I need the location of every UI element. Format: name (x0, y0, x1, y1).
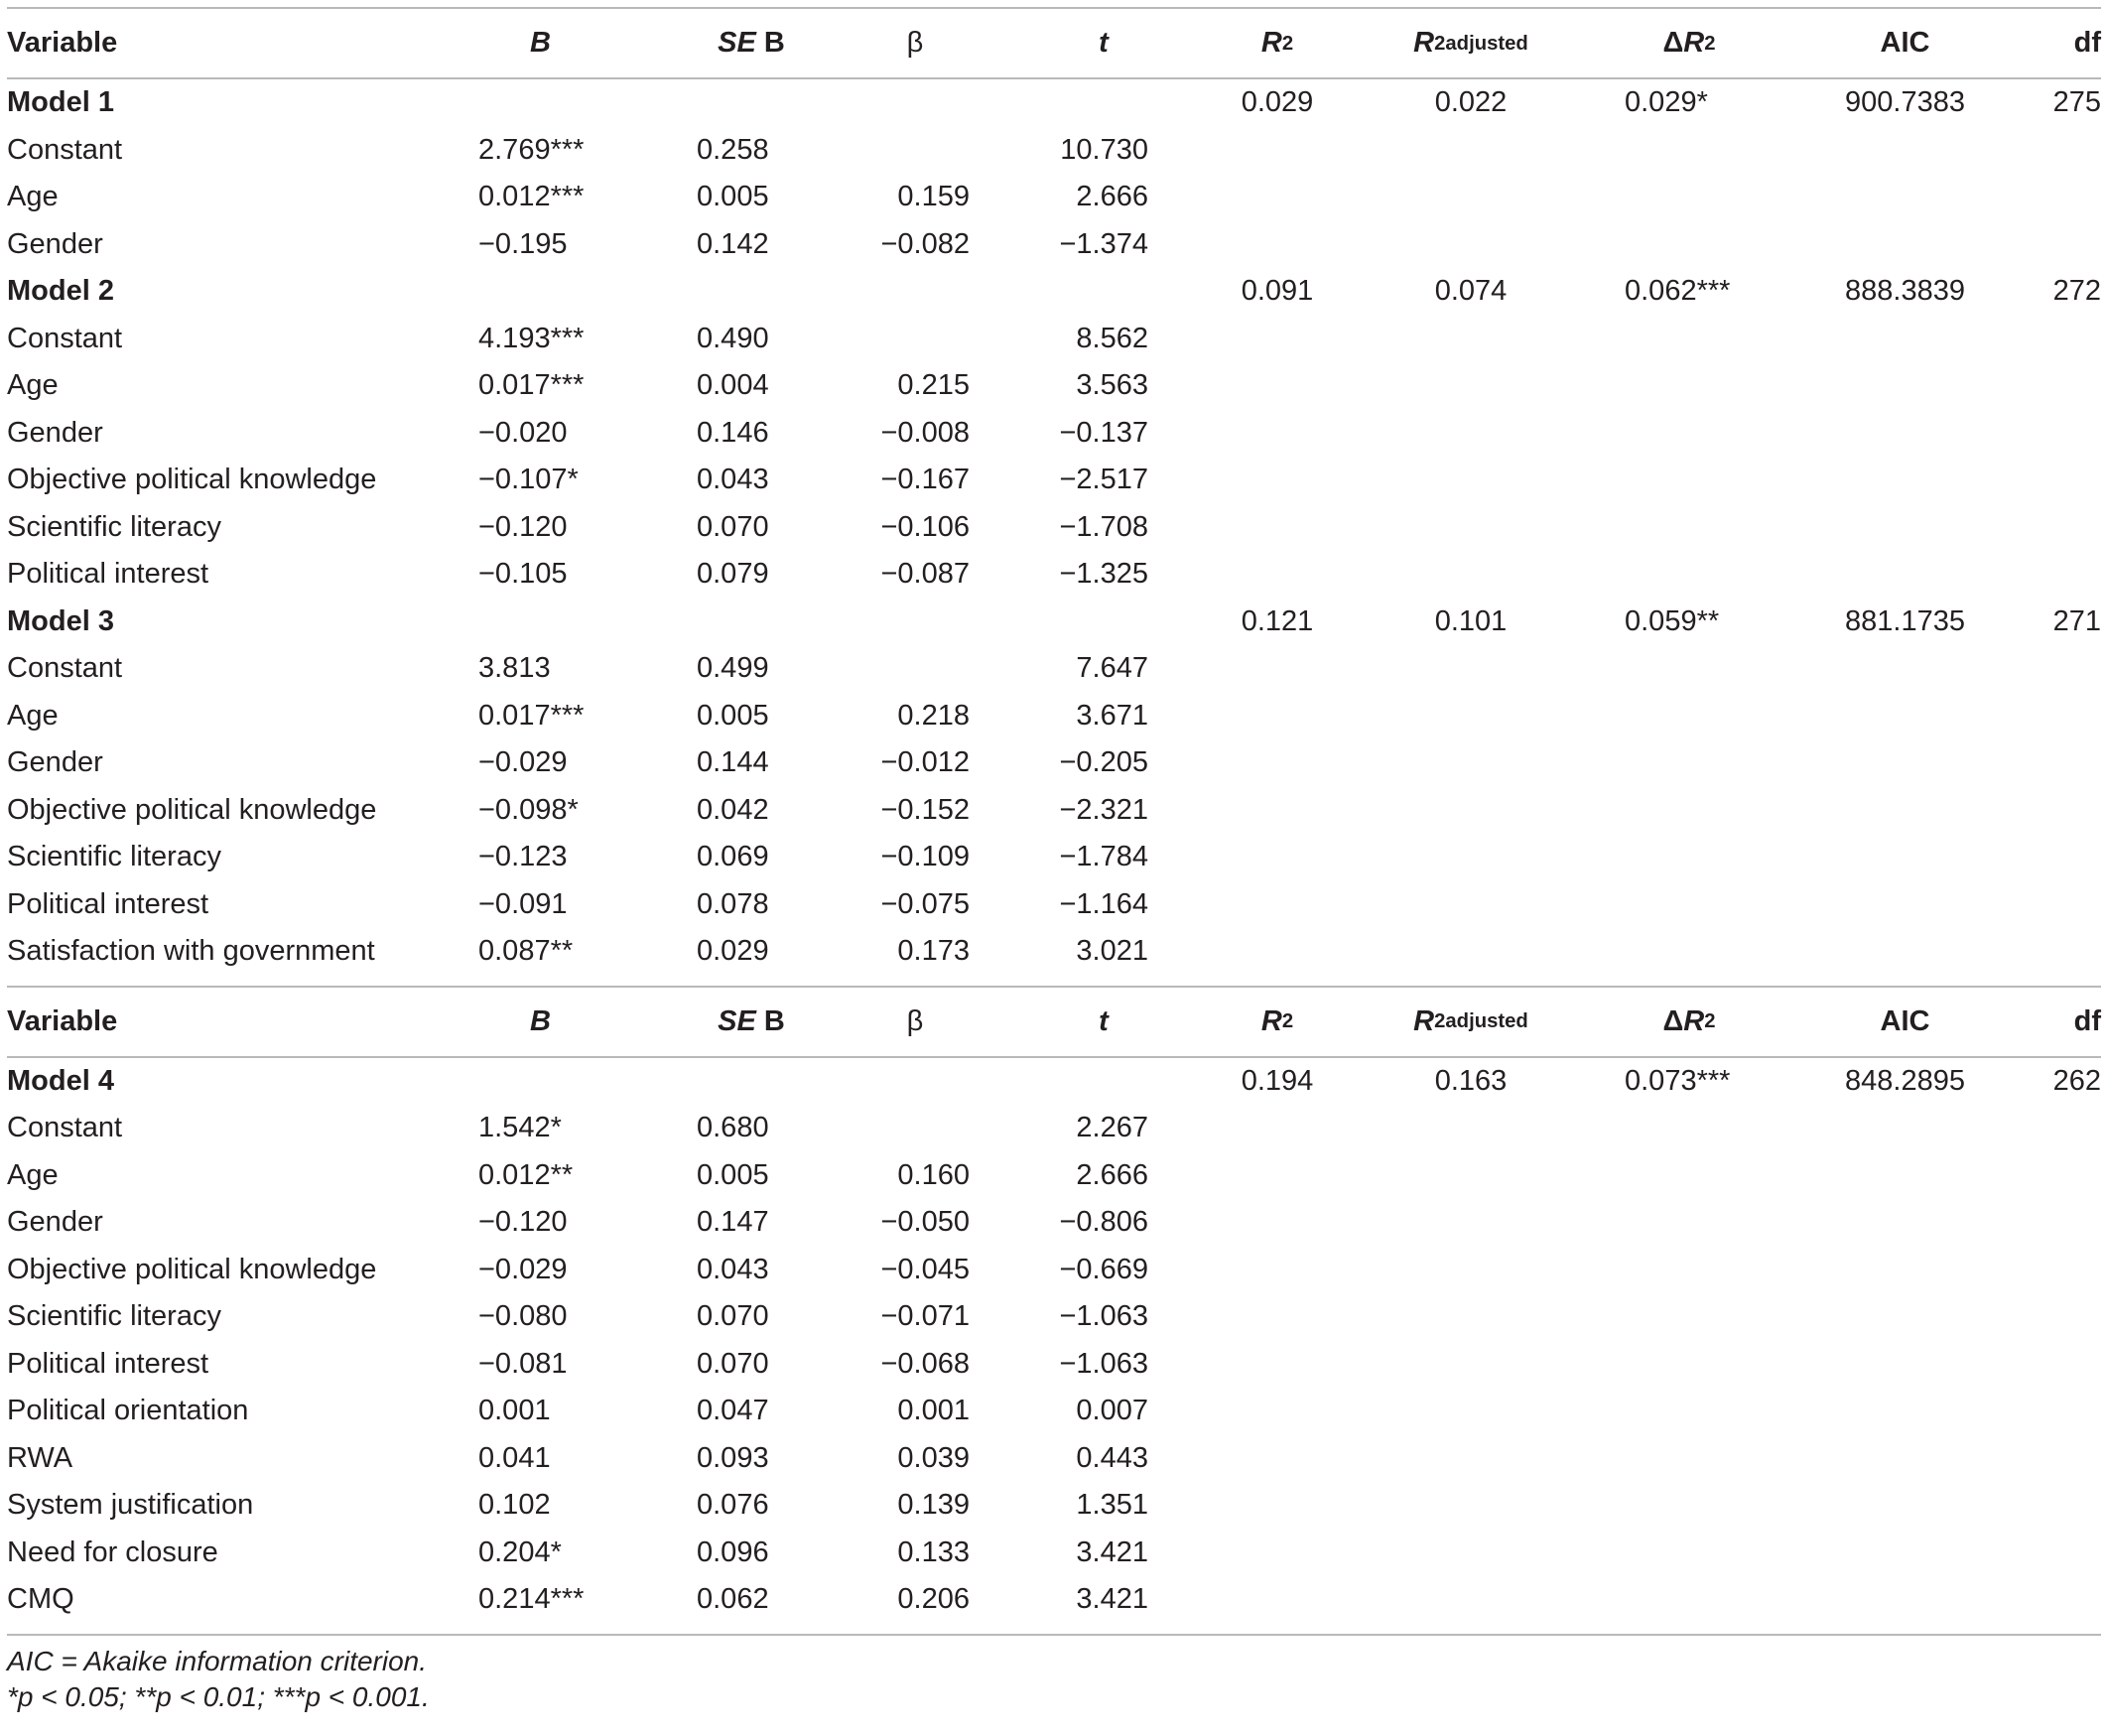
beta-value (860, 316, 970, 363)
b-value: −0.105 (478, 558, 568, 591)
delta-r2-value: 0.062*** (1625, 275, 1731, 308)
variable-name: Age (7, 181, 59, 213)
beta-value: −0.045 (880, 1253, 970, 1285)
table-row (7, 1482, 2101, 1530)
se-b-value: 0.005 (697, 699, 769, 732)
table-row (7, 928, 2101, 976)
variable-name: Constant (7, 133, 123, 166)
table-row (7, 410, 2101, 458)
se-b-value: 0.070 (697, 510, 769, 543)
variable-name: Political interest (7, 558, 209, 591)
footnote-aic: AIC = Akaike information criterion. (7, 1645, 428, 1676)
header-beta: β (906, 1004, 924, 1037)
t-value: 7.647 (1076, 652, 1148, 685)
beta-value: 0.133 (897, 1536, 970, 1568)
header-variable: Variable (7, 1004, 118, 1037)
se-b-value: 0.258 (697, 133, 769, 166)
table-row (7, 739, 2101, 787)
b-value: −0.091 (478, 887, 568, 920)
delta-r2-value: 0.059** (1625, 604, 1720, 637)
b-value: 2.769*** (478, 133, 585, 166)
b-value: 0.214*** (478, 1583, 585, 1616)
variable-name: Political interest (7, 887, 209, 920)
variable-name: Age (7, 369, 59, 402)
variable-name: Need for closure (7, 1536, 218, 1568)
table-row (7, 1152, 2101, 1200)
b-value: −0.107* (478, 464, 579, 496)
table-row (7, 1435, 2101, 1483)
b-value: 0.017*** (478, 699, 585, 732)
variable-name: Constant (7, 1112, 123, 1144)
b-value: −0.123 (478, 841, 568, 873)
se-b-value: 0.147 (697, 1206, 769, 1239)
table-row (7, 362, 2101, 410)
header-r2: R 2 (1260, 27, 1294, 59)
t-value: −1.164 (1059, 887, 1148, 920)
t-value: 2.666 (1076, 1158, 1148, 1191)
b-value: −0.080 (478, 1300, 568, 1333)
r2-adjusted-value: 0.022 (1434, 86, 1508, 119)
table-row (7, 174, 2101, 221)
t-value: −2.321 (1059, 793, 1148, 826)
t-value: −1.708 (1059, 510, 1148, 543)
variable-name: Objective political knowledge (7, 793, 377, 826)
se-b-value: 0.499 (697, 652, 769, 685)
t-value: −1.325 (1059, 558, 1148, 591)
header-delta-r2: Δ R 2 (1662, 27, 1716, 59)
r2-adjusted-value: 0.101 (1434, 604, 1508, 637)
model-row (7, 1058, 2101, 1106)
se-b-value: 0.144 (697, 746, 769, 779)
beta-value: 0.215 (897, 369, 970, 402)
variable-name: Gender (7, 416, 103, 449)
beta-value: 0.001 (897, 1395, 970, 1427)
header-r2-adjusted: R 2 adjusted (1413, 27, 1528, 59)
se-b-value: 0.004 (697, 369, 769, 402)
b-value: 0.102 (478, 1489, 551, 1522)
variable-name: Constant (7, 652, 123, 685)
header-aic: AIC (1880, 27, 1930, 59)
header-se-b: SE B (718, 27, 785, 59)
se-b-value: 0.096 (697, 1536, 769, 1568)
t-value: 2.267 (1076, 1112, 1148, 1144)
se-b-value: 0.005 (697, 1158, 769, 1191)
se-b-value: 0.005 (697, 181, 769, 213)
variable-name: CMQ (7, 1583, 74, 1616)
table-row (7, 1388, 2101, 1435)
se-b-value: 0.146 (697, 416, 769, 449)
t-value: 3.021 (1076, 935, 1148, 968)
table-row (7, 551, 2101, 599)
header-t: t (1099, 27, 1109, 59)
t-value: −0.669 (1059, 1253, 1148, 1285)
table-row (7, 1530, 2101, 1577)
header-t: t (1099, 1004, 1109, 1037)
model-row (7, 599, 2101, 646)
t-value: −1.063 (1059, 1300, 1148, 1333)
se-b-value: 0.029 (697, 935, 769, 968)
b-value: −0.029 (478, 746, 568, 779)
header-se-b: SE B (718, 1004, 785, 1037)
variable-name: Objective political knowledge (7, 1253, 377, 1285)
r2-adjusted-value: 0.074 (1434, 275, 1508, 308)
variable-name: Satisfaction with government (7, 935, 375, 968)
b-value: 0.012** (478, 1158, 574, 1191)
beta-value: 0.160 (897, 1158, 970, 1191)
beta-value: −0.109 (880, 841, 970, 873)
se-b-value: 0.042 (697, 793, 769, 826)
variable-name: Gender (7, 227, 103, 260)
model-name: Model 2 (7, 275, 114, 308)
header-r2-adjusted: R 2 adjusted (1413, 1004, 1528, 1037)
table-header-repeat (7, 988, 2101, 1056)
b-value: 0.041 (478, 1441, 551, 1474)
df-value: 271 (2052, 604, 2101, 637)
t-value: 3.421 (1076, 1583, 1148, 1616)
variable-name: Political orientation (7, 1395, 249, 1427)
se-b-value: 0.062 (697, 1583, 769, 1616)
se-b-value: 0.680 (697, 1112, 769, 1144)
header-df: df (2073, 27, 2101, 59)
se-b-value: 0.076 (697, 1489, 769, 1522)
b-value: 0.017*** (478, 369, 585, 402)
variable-name: Age (7, 1158, 59, 1191)
table-footnotes (7, 1644, 2101, 1715)
se-b-value: 0.069 (697, 841, 769, 873)
model-name: Model 3 (7, 604, 114, 637)
header-r2: R 2 (1260, 1004, 1294, 1037)
t-value: 3.563 (1076, 369, 1148, 402)
variable-name: Scientific literacy (7, 841, 221, 873)
b-value: 3.813 (478, 652, 551, 685)
beta-value: −0.106 (880, 510, 970, 543)
delta-r2-value: 0.029* (1625, 86, 1708, 119)
t-value: 1.351 (1076, 1489, 1148, 1522)
se-b-value: 0.047 (697, 1395, 769, 1427)
b-value: −0.195 (478, 227, 568, 260)
regression-table (7, 7, 2101, 1715)
t-value: −0.806 (1059, 1206, 1148, 1239)
aic-value: 888.3839 (1845, 275, 1965, 308)
df-value: 262 (2052, 1064, 2101, 1097)
aic-value: 881.1735 (1845, 604, 1965, 637)
beta-value: −0.082 (880, 227, 970, 260)
beta-value: −0.071 (880, 1300, 970, 1333)
beta-value (860, 645, 970, 693)
df-value: 275 (2052, 86, 2101, 119)
header-beta: β (906, 27, 924, 59)
table-row (7, 127, 2101, 175)
beta-value: −0.152 (880, 793, 970, 826)
variable-name: Objective political knowledge (7, 464, 377, 496)
t-value: −1.374 (1059, 227, 1148, 260)
header-variable: Variable (7, 27, 118, 59)
aic-value: 848.2895 (1845, 1064, 1965, 1097)
b-value: 0.012*** (478, 181, 585, 213)
table-row (7, 693, 2101, 740)
se-b-value: 0.070 (697, 1300, 769, 1333)
table-row (7, 881, 2101, 929)
variable-name: Constant (7, 322, 123, 354)
beta-value: −0.167 (880, 464, 970, 496)
t-value: 3.421 (1076, 1536, 1148, 1568)
se-b-value: 0.093 (697, 1441, 769, 1474)
r2-value: 0.121 (1241, 604, 1314, 637)
header-aic: AIC (1880, 1004, 1930, 1037)
model-4-block (7, 1058, 2101, 1624)
model-name: Model 4 (7, 1064, 114, 1097)
table-row (7, 1199, 2101, 1247)
header-df: df (2073, 1004, 2101, 1037)
t-value: −2.517 (1059, 464, 1148, 496)
b-value: −0.020 (478, 416, 568, 449)
beta-value (860, 127, 970, 175)
t-value: 3.671 (1076, 699, 1148, 732)
variable-name: Scientific literacy (7, 1300, 221, 1333)
b-value: 0.087** (478, 935, 574, 968)
table-header (7, 9, 2101, 77)
table-row (7, 834, 2101, 881)
model-row (7, 268, 2101, 316)
r2-value: 0.194 (1241, 1064, 1314, 1097)
se-b-value: 0.490 (697, 322, 769, 354)
variable-name: Gender (7, 746, 103, 779)
model-row (7, 79, 2101, 127)
beta-value: −0.075 (880, 887, 970, 920)
footnote-significance: *p < 0.05; **p < 0.01; ***p < 0.001. (7, 1680, 430, 1712)
table-row (7, 1247, 2101, 1294)
beta-value: −0.087 (880, 558, 970, 591)
variable-name: Gender (7, 1206, 103, 1239)
se-b-value: 0.142 (697, 227, 769, 260)
t-value: 8.562 (1076, 322, 1148, 354)
table-row (7, 1105, 2101, 1152)
b-value: −0.120 (478, 510, 568, 543)
t-value: 10.730 (1060, 133, 1148, 166)
b-value: −0.081 (478, 1347, 568, 1380)
b-value: −0.098* (478, 793, 579, 826)
beta-value: 0.218 (897, 699, 970, 732)
header-b: B (530, 1004, 551, 1037)
se-b-value: 0.079 (697, 558, 769, 591)
table-row (7, 645, 2101, 693)
beta-value: −0.050 (880, 1206, 970, 1239)
header-b: B (530, 27, 551, 59)
delta-r2-value: 0.073*** (1625, 1064, 1731, 1097)
model-name: Model 1 (7, 86, 114, 119)
beta-value: −0.012 (880, 746, 970, 779)
b-value: −0.029 (478, 1253, 568, 1285)
table-row (7, 1341, 2101, 1389)
table-row (7, 787, 2101, 835)
se-b-value: 0.070 (697, 1347, 769, 1380)
table-bottom-rule (7, 1634, 2101, 1636)
b-value: 0.001 (478, 1395, 551, 1427)
t-value: −1.063 (1059, 1347, 1148, 1380)
t-value: −0.137 (1059, 416, 1148, 449)
table-row (7, 1576, 2101, 1624)
variable-name: Political interest (7, 1347, 209, 1380)
beta-value: 0.173 (897, 935, 970, 968)
t-value: 2.666 (1076, 181, 1148, 213)
beta-value: 0.206 (897, 1583, 970, 1616)
r2-adjusted-value: 0.163 (1434, 1064, 1508, 1097)
variable-name: System justification (7, 1489, 254, 1522)
beta-value: 0.159 (897, 181, 970, 213)
models-1-3-block (7, 79, 2101, 976)
variable-name: RWA (7, 1441, 73, 1474)
b-value: −0.120 (478, 1206, 568, 1239)
b-value: 0.204* (478, 1536, 562, 1568)
se-b-value: 0.043 (697, 464, 769, 496)
aic-value: 900.7383 (1845, 86, 1965, 119)
table-row (7, 504, 2101, 552)
beta-value: 0.139 (897, 1489, 970, 1522)
t-value: −1.784 (1059, 841, 1148, 873)
variable-name: Age (7, 699, 59, 732)
table-row (7, 221, 2101, 269)
beta-value: −0.068 (880, 1347, 970, 1380)
beta-value (860, 1105, 970, 1152)
t-value: 0.443 (1076, 1441, 1148, 1474)
t-value: 0.007 (1076, 1395, 1148, 1427)
b-value: 1.542* (478, 1112, 562, 1144)
b-value: 4.193*** (478, 322, 585, 354)
table-row (7, 457, 2101, 504)
df-value: 272 (2052, 275, 2101, 308)
beta-value: 0.039 (897, 1441, 970, 1474)
r2-value: 0.029 (1241, 86, 1314, 119)
table-row (7, 1293, 2101, 1341)
table-row (7, 316, 2101, 363)
t-value: −0.205 (1059, 746, 1148, 779)
variable-name: Scientific literacy (7, 510, 221, 543)
r2-value: 0.091 (1241, 275, 1314, 308)
beta-value: −0.008 (880, 416, 970, 449)
header-delta-r2: Δ R 2 (1662, 1004, 1716, 1037)
se-b-value: 0.043 (697, 1253, 769, 1285)
se-b-value: 0.078 (697, 887, 769, 920)
